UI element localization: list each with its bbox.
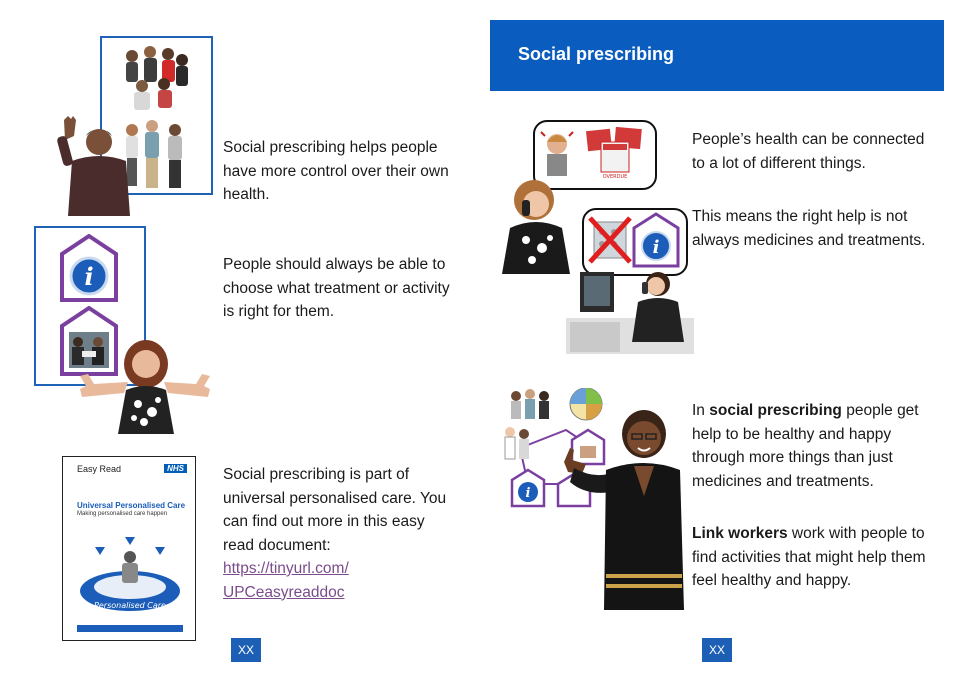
left-para-3 <box>223 463 455 604</box>
right-para-1: People’s health can be connected to a lot of different things. <box>692 131 925 172</box>
left-page-number: XX <box>231 638 261 662</box>
cover-footer-bar <box>77 625 183 632</box>
left-para-1: Social prescribing helps people have more control over their own health. <box>223 139 449 203</box>
overdue-label: OVERDUE <box>602 174 628 180</box>
right-para-3 <box>692 399 932 493</box>
svg-text:i: i <box>84 262 94 291</box>
nhs-logo: NHS <box>164 464 187 473</box>
svg-text:i: i <box>525 486 531 501</box>
personalised-care-graphic <box>75 533 185 617</box>
svg-text:i: i <box>652 237 660 258</box>
cover-subtitle: Making personalised care happen <box>77 511 168 517</box>
stressed-bills-illustration <box>535 122 651 184</box>
right-para-3-suffix: people get help to be healthy and happy through more things than just medicines and treatments. <box>692 402 919 490</box>
easy-read-link-part-2[interactable]: UPCeasyreaddoc <box>223 583 345 601</box>
thumbs-up-woman-illustration <box>66 338 226 434</box>
cover-easy-read-label: Easy Read <box>77 464 122 474</box>
easy-read-document-cover[interactable] <box>62 456 196 641</box>
easy-read-link-part-1[interactable]: https://tinyurl.com/ <box>223 560 349 577</box>
receptionist-at-desk-illustration <box>566 262 694 354</box>
right-para-4 <box>692 522 932 593</box>
woman-on-phone-illustration <box>498 178 574 274</box>
waving-man-illustration <box>24 116 134 216</box>
link-workers-term: Link workers <box>692 525 788 542</box>
section-heading: Social prescribing <box>518 44 675 64</box>
right-para-4-suffix: work with people to find activities that might help them feel healthy and happy. <box>692 525 926 589</box>
left-para-3-text: Social prescribing is part of universal personalised care. You can find out more in this easy read document: <box>223 466 447 554</box>
right-para-3-prefix: In <box>692 402 710 419</box>
right-page-number: XX <box>702 638 732 662</box>
right-para-2: This means the right help is not always medicines and treatments. <box>692 208 926 249</box>
section-header-bar <box>490 20 944 91</box>
social-prescribing-term: social prescribing <box>709 402 842 419</box>
left-para-2: People should always be able to choose what treatment or activity is right for them. <box>223 256 450 320</box>
cover-title: Universal Personalised Care <box>77 501 186 510</box>
cover-ring-text: Personalised Care <box>94 601 166 610</box>
info-icon <box>60 234 118 302</box>
link-worker-woman-illustration <box>560 404 684 610</box>
no-pills-info-illustration <box>584 210 682 270</box>
